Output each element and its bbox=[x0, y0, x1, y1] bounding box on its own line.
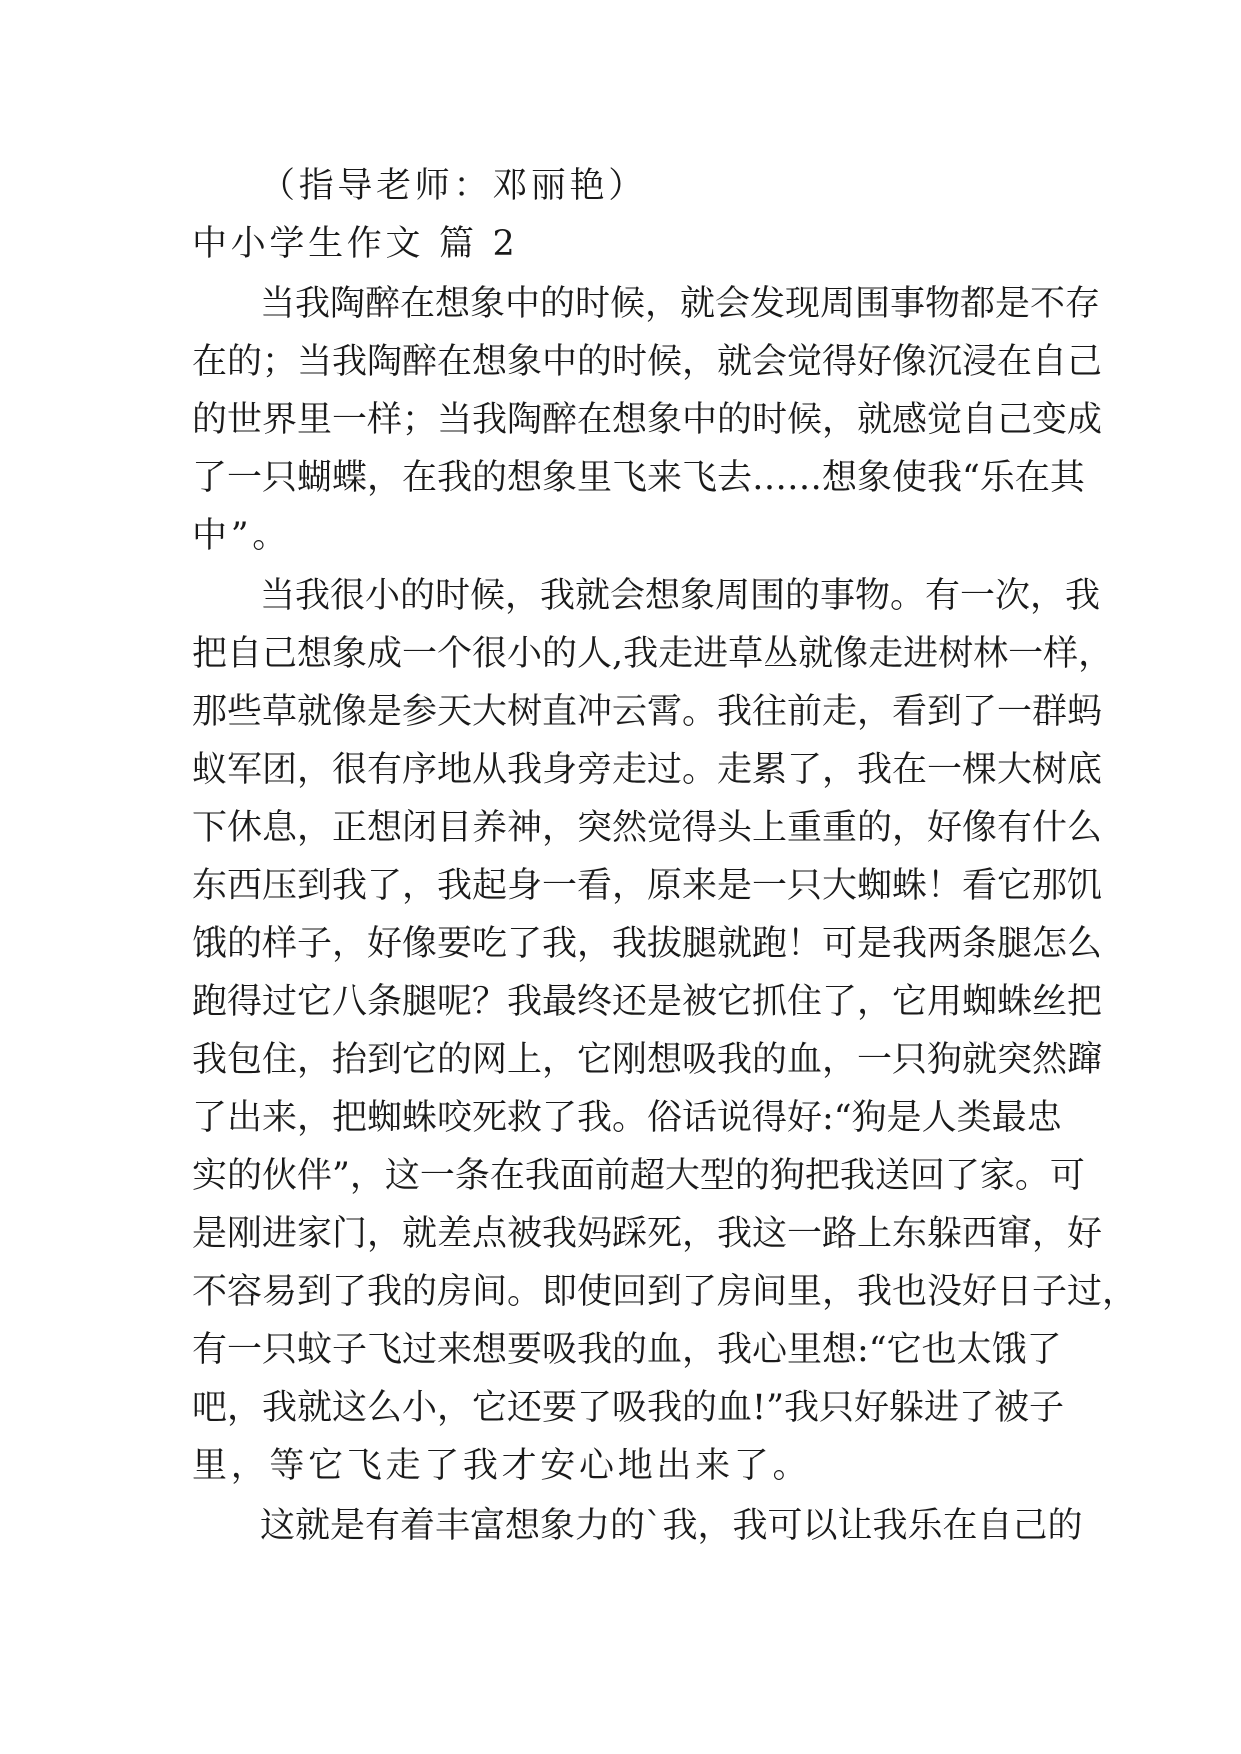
paragraph-1-line-1: 当我陶醉在想象中的时候，就会发现周围事物都是不存 bbox=[260, 284, 1101, 324]
advisor-line: （指导老师：邓丽艳） bbox=[260, 166, 648, 206]
paragraph-1-line-4: 了一只蝴蝶，在我的想象里飞来飞去……想象使我“乐在其 bbox=[192, 458, 1085, 498]
paragraph-2-line-1: 当我很小的时候，我就会想象周围的事物。有一次，我 bbox=[260, 576, 1101, 616]
paragraph-2-line-10: 了出来，把蜘蛛咬死救了我。俗话说得好:“狗是人类最忠 bbox=[192, 1098, 1062, 1138]
paragraph-3-line-1: 这就是有着丰富想象力的`我，我可以让我乐在自己的 bbox=[260, 1506, 1083, 1546]
paragraph-2-line-5: 下休息，正想闭目养神，突然觉得头上重重的，好像有什么 bbox=[192, 808, 1103, 848]
paragraph-2-line-7: 饿的样子，好像要吃了我，我拔腿就跑！可是我两条腿怎么 bbox=[192, 924, 1103, 964]
paragraph-2-line-2: 把自己想象成一个很小的人,我走进草丛就像走进树林一样， bbox=[192, 634, 1114, 674]
paragraph-1-line-3: 的世界里一样；当我陶醉在想象中的时候，就感觉自己变成 bbox=[192, 400, 1103, 440]
paragraph-2-line-3: 那些草就像是参天大树直冲云霄。我往前走，看到了一群蚂 bbox=[192, 692, 1103, 732]
paragraph-1-line-5: 中”。 bbox=[192, 516, 291, 556]
paragraph-2-line-13: 不容易到了我的房间。即使回到了房间里，我也没好日子过， bbox=[192, 1272, 1138, 1312]
paragraph-2-line-8: 跑得过它八条腿呢？我最终还是被它抓住了，它用蜘蛛丝把 bbox=[192, 982, 1103, 1022]
paragraph-1-line-2: 在的；当我陶醉在想象中的时候，就会觉得好像沉浸在自己 bbox=[192, 342, 1103, 382]
paragraph-2-line-14: 有一只蚊子飞过来想要吸我的血，我心里想:“它也太饿了 bbox=[192, 1330, 1062, 1370]
paragraph-2-line-4: 蚁军团，很有序地从我身旁走过。走累了，我在一棵大树底 bbox=[192, 750, 1103, 790]
paragraph-2-line-6: 东西压到我了，我起身一看，原来是一只大蜘蛛！看它那饥 bbox=[192, 866, 1103, 906]
essay-heading: 中小学生作文 篇 2 bbox=[192, 224, 519, 264]
paragraph-2-line-15: 吧，我就这么小，它还要了吸我的血!”我只好躲进了被子 bbox=[192, 1388, 1064, 1428]
paragraph-2-line-16: 里，等它飞走了我才安心地出来了。 bbox=[192, 1446, 812, 1486]
paragraph-2-line-11: 实的伙伴”，这一条在我面前超大型的狗把我送回了家。可 bbox=[192, 1156, 1085, 1196]
paragraph-2-line-12: 是刚进家门，就差点被我妈踩死，我这一路上东躲西窜，好 bbox=[192, 1214, 1103, 1254]
paragraph-2-line-9: 我包住，抬到它的网上，它刚想吸我的血，一只狗就突然蹿 bbox=[192, 1040, 1103, 1080]
